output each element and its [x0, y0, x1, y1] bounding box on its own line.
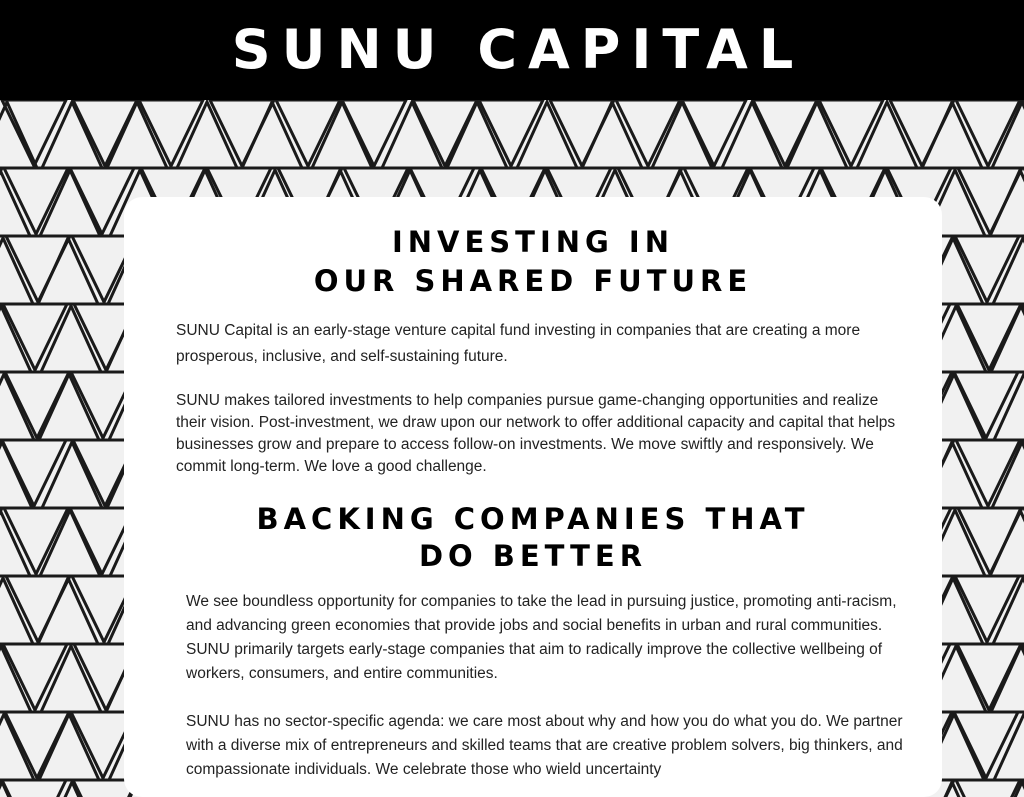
- opportunity-paragraph: We see boundless opportunity for companies to take the lead in pursuing justice, promoting anti-racism, and advancing green economies that provide jobs and social benefits in urban and rural communities. SUNU primarily targets early-stage companies that aim to radically improve the collective wellbeing of workers, consumers, and entire communities.: [186, 593, 897, 682]
- triangle-pattern-icon: [991, 306, 1024, 372]
- triangle-pattern-icon: [652, 102, 712, 168]
- triangle-pattern-icon: [2, 780, 66, 797]
- triangle-pattern-icon: [0, 168, 2, 234]
- triangle-pattern-icon: [382, 102, 442, 168]
- partners-paragraph: SUNU has no sector-specific agenda: we care most about why and how you do what you do. We partner with a diverse mix of entrepreneurs and skilled teams that are creative problem solvers, big thinkers, and compassionate individuals. We celebrate those who wield uncertainty: [186, 713, 903, 778]
- triangle-pattern-icon: [447, 102, 507, 168]
- triangle-pattern-icon: [5, 372, 69, 438]
- triangle-pattern-icon: [0, 442, 32, 508]
- triangle-pattern-icon: [722, 102, 782, 168]
- section-heading-investing: [124, 223, 942, 301]
- triangle-pattern-icon: [73, 100, 137, 166]
- triangle-pattern-icon: [992, 102, 1024, 168]
- content-card: [124, 197, 942, 797]
- intro-paragraph: SUNU Capital is an early-stage venture capital fund investing in companies that are creating a more prosperous, inclusive, and self-sustaining future.: [176, 322, 861, 365]
- triangle-pattern-icon: [994, 374, 1024, 440]
- triangle-pattern-icon: [40, 510, 100, 576]
- triangle-pattern-icon: [312, 102, 372, 168]
- heading-line: DO BETTER: [418, 539, 648, 573]
- triangle-pattern-icon: [40, 170, 100, 236]
- triangle-pattern-icon: [0, 510, 30, 576]
- triangle-pattern-icon: [0, 170, 30, 236]
- site-header: [0, 0, 1024, 100]
- triangle-pattern-icon: [0, 238, 33, 304]
- triangle-pattern-icon: [5, 712, 69, 778]
- triangle-pattern-icon: [39, 714, 99, 780]
- triangle-pattern-icon: [0, 304, 1, 370]
- triangle-pattern-icon: [994, 714, 1024, 780]
- section-heading-backing: [124, 501, 942, 575]
- triangle-pattern-icon: [990, 510, 1024, 576]
- heading-line: INVESTING IN: [391, 225, 674, 259]
- triangle-pattern-icon: [992, 442, 1024, 508]
- triangle-pattern-icon: [957, 304, 1021, 370]
- triangle-pattern-icon: [39, 374, 99, 440]
- triangle-pattern-icon: [0, 644, 1, 710]
- triangle-pattern-icon: [991, 646, 1024, 712]
- site-title[interactable]: SUNU CAPITAL: [231, 18, 805, 81]
- triangle-pattern-icon: [42, 102, 102, 168]
- triangle-pattern-icon: [990, 170, 1024, 236]
- triangle-pattern-icon: [993, 578, 1024, 644]
- triangle-pattern-icon: [787, 102, 847, 168]
- triangle-pattern-icon: [42, 782, 102, 797]
- approach-paragraph: SUNU makes tailored investments to help companies pursue game-changing opportunities and realize their vision. Post-investment, we draw upon our network to offer additional capacity and capital that helps businesses grow and prepare to access follow-on investments. We move swiftly and responsively. We commit long-term. We love a good challenge.: [176, 392, 896, 475]
- heading-line: BACKING COMPANIES THAT: [256, 502, 810, 536]
- triangle-pattern-icon: [957, 644, 1021, 710]
- triangle-pattern-icon: [42, 442, 102, 508]
- triangle-pattern-icon: [956, 780, 1020, 797]
- heading-line: OUR SHARED FUTURE: [313, 264, 753, 298]
- triangle-pattern-icon: [0, 646, 31, 712]
- triangle-pattern-icon: [413, 100, 477, 166]
- triangle-pattern-icon: [0, 306, 31, 372]
- triangle-pattern-icon: [0, 714, 34, 780]
- triangle-pattern-icon: [753, 100, 817, 166]
- triangle-pattern-icon: [0, 508, 2, 574]
- triangle-pattern-icon: [0, 374, 34, 440]
- triangle-pattern-icon: [107, 102, 167, 168]
- triangle-pattern-icon: [993, 238, 1024, 304]
- triangle-pattern-icon: [0, 578, 33, 644]
